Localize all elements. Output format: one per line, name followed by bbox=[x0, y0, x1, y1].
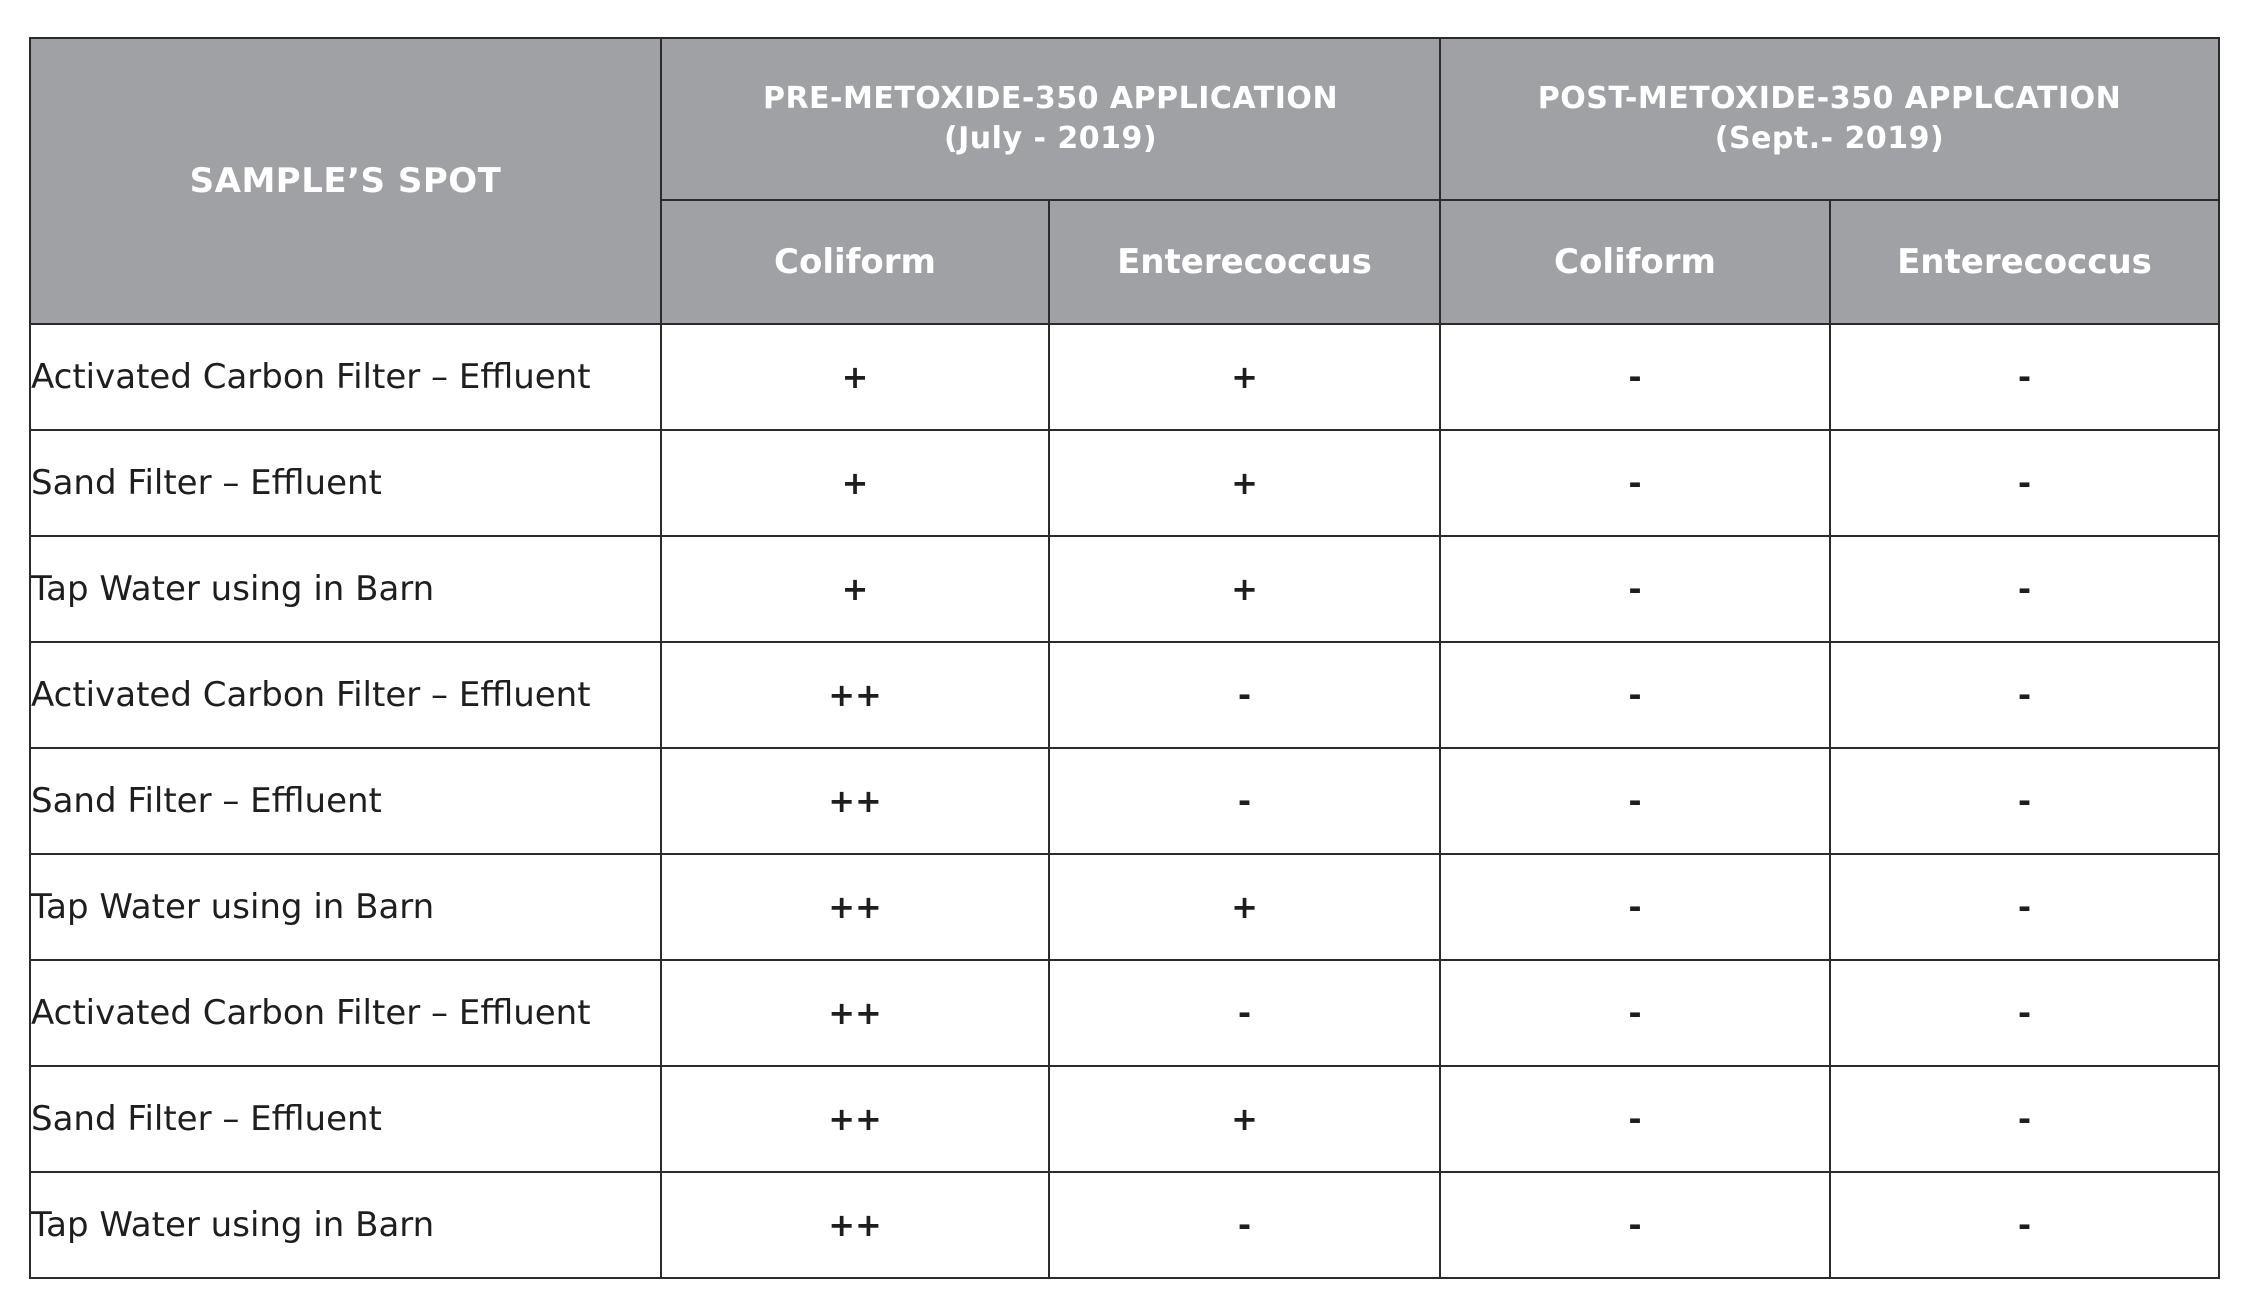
pre-coliform-cell: + bbox=[661, 536, 1049, 642]
post-enterecoccus-cell: - bbox=[1830, 642, 2219, 748]
sample-spot-cell: Sand Filter – Effluent bbox=[30, 430, 661, 536]
sample-spot-cell: Activated Carbon Filter – Effluent bbox=[30, 642, 661, 748]
sample-spot-cell: Activated Carbon Filter – Effluent bbox=[30, 960, 661, 1066]
table-row bbox=[30, 854, 2219, 960]
pre-enterecoccus-cell: - bbox=[1049, 960, 1440, 1066]
post-enterecoccus-cell: - bbox=[1830, 536, 2219, 642]
post-enterecoccus-cell: - bbox=[1830, 1066, 2219, 1172]
post-enterecoccus-cell: - bbox=[1830, 430, 2219, 536]
post-application-period: (Sept.- 2019) bbox=[1714, 121, 1945, 156]
pre-coliform-cell: + bbox=[661, 324, 1049, 430]
table-row bbox=[30, 960, 2219, 1066]
post-application-title: POST-METOXIDE-350 APPLCATION bbox=[1537, 81, 2122, 116]
table-row bbox=[30, 324, 2219, 430]
pre-coliform-cell: ++ bbox=[661, 1066, 1049, 1172]
sample-spot-cell: Tap Water using in Barn bbox=[30, 536, 661, 642]
pre-enterecoccus-cell: - bbox=[1049, 1172, 1440, 1278]
pre-application-period: (July - 2019) bbox=[943, 121, 1158, 156]
pre-coliform-cell: ++ bbox=[661, 960, 1049, 1066]
post-coliform-cell: - bbox=[1440, 1172, 1830, 1278]
pre-coliform-header: Coliform bbox=[661, 200, 1049, 324]
pre-enterecoccus-cell: - bbox=[1049, 748, 1440, 854]
post-enterecoccus-cell: - bbox=[1830, 960, 2219, 1066]
table-row bbox=[30, 536, 2219, 642]
pre-enterecoccus-header: Enterecoccus bbox=[1049, 200, 1440, 324]
results-table bbox=[29, 37, 2220, 1279]
pre-enterecoccus-cell: + bbox=[1049, 536, 1440, 642]
post-enterecoccus-cell: - bbox=[1830, 748, 2219, 854]
post-enterecoccus-header: Enterecoccus bbox=[1830, 200, 2219, 324]
sample-spot-header: SAMPLE’S SPOT bbox=[30, 38, 661, 324]
post-coliform-cell: - bbox=[1440, 854, 1830, 960]
post-application-header bbox=[1440, 38, 2219, 200]
pre-enterecoccus-cell: + bbox=[1049, 324, 1440, 430]
sample-spot-cell: Tap Water using in Barn bbox=[30, 854, 661, 960]
post-coliform-cell: - bbox=[1440, 324, 1830, 430]
post-coliform-cell: - bbox=[1440, 536, 1830, 642]
post-enterecoccus-cell: - bbox=[1830, 324, 2219, 430]
pre-enterecoccus-cell: - bbox=[1049, 642, 1440, 748]
pre-enterecoccus-cell: + bbox=[1049, 1066, 1440, 1172]
pre-coliform-cell: ++ bbox=[661, 854, 1049, 960]
pre-enterecoccus-cell: + bbox=[1049, 854, 1440, 960]
table-row bbox=[30, 430, 2219, 536]
table-row bbox=[30, 748, 2219, 854]
post-coliform-cell: - bbox=[1440, 1066, 1830, 1172]
pre-application-title: PRE-METOXIDE-350 APPLICATION bbox=[762, 81, 1339, 116]
post-coliform-cell: - bbox=[1440, 748, 1830, 854]
sample-spot-cell: Tap Water using in Barn bbox=[30, 1172, 661, 1278]
post-coliform-cell: - bbox=[1440, 960, 1830, 1066]
pre-enterecoccus-cell: + bbox=[1049, 430, 1440, 536]
sample-spot-cell: Sand Filter – Effluent bbox=[30, 748, 661, 854]
table-row bbox=[30, 1172, 2219, 1278]
sample-spot-cell: Activated Carbon Filter – Effluent bbox=[30, 324, 661, 430]
post-enterecoccus-cell: - bbox=[1830, 854, 2219, 960]
table-header bbox=[30, 38, 2219, 324]
sample-spot-cell: Sand Filter – Effluent bbox=[30, 1066, 661, 1172]
pre-coliform-cell: ++ bbox=[661, 642, 1049, 748]
pre-application-header bbox=[661, 38, 1440, 200]
pre-coliform-cell: + bbox=[661, 430, 1049, 536]
table-body bbox=[30, 324, 2219, 1278]
pre-coliform-cell: ++ bbox=[661, 748, 1049, 854]
post-coliform-cell: - bbox=[1440, 642, 1830, 748]
table-row bbox=[30, 1066, 2219, 1172]
pre-coliform-cell: ++ bbox=[661, 1172, 1049, 1278]
table-row bbox=[30, 642, 2219, 748]
post-coliform-header: Coliform bbox=[1440, 200, 1830, 324]
header-row-groups bbox=[30, 38, 2219, 200]
post-enterecoccus-cell: - bbox=[1830, 1172, 2219, 1278]
post-coliform-cell: - bbox=[1440, 430, 1830, 536]
